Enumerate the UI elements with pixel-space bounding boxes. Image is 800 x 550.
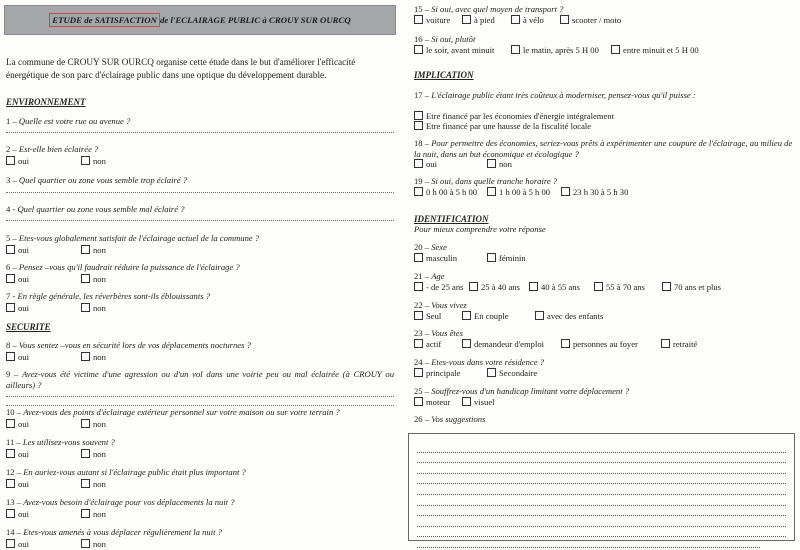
option-label: 70 ans et plus — [674, 281, 722, 292]
option-q13-oui[interactable] — [6, 509, 81, 519]
option-label: oui — [18, 418, 29, 429]
option-q20-masculin[interactable] — [414, 253, 487, 263]
q-text: Les utilisez-vous souvent ? — [22, 437, 115, 447]
option-q21-under-25[interactable] — [414, 282, 469, 292]
question-1 — [6, 116, 130, 127]
option-q12-non[interactable] — [81, 479, 106, 489]
suggestion-line[interactable] — [417, 453, 786, 464]
question-17 — [414, 90, 696, 101]
title-rest: de l'ECLAIRAGE PUBLIC à CROUY SUR OURCQ — [159, 15, 351, 25]
title-highlight: ETUDE de SATISFACTION — [49, 13, 160, 27]
option-label: voiture — [426, 14, 451, 25]
checkbox[interactable] — [561, 187, 570, 196]
option-q25-moteur[interactable] — [414, 397, 462, 407]
q-number: 24 – — [414, 357, 432, 367]
suggestion-line[interactable] — [417, 484, 786, 495]
checkbox[interactable] — [462, 311, 471, 320]
question-14 — [6, 527, 222, 538]
q-number: 16 – — [414, 34, 432, 44]
options-q24 — [414, 367, 537, 378]
option-q12-oui[interactable] — [6, 479, 81, 489]
question-4 — [6, 204, 185, 215]
checkbox[interactable] — [462, 15, 471, 24]
checkbox[interactable] — [511, 15, 520, 24]
q-number: 15 – — [414, 4, 432, 14]
q-number: 5 – — [6, 233, 19, 243]
option-label: féminin — [499, 252, 526, 263]
question-13 — [6, 497, 235, 508]
q-number: 11 – — [6, 437, 23, 447]
options-q20 — [414, 252, 526, 263]
question-11 — [6, 437, 115, 448]
option-q22-enfants[interactable] — [535, 311, 603, 321]
options-q15 — [414, 14, 621, 25]
option-label: moteur — [426, 396, 451, 407]
checkbox[interactable] — [462, 397, 471, 406]
checkbox[interactable] — [81, 156, 90, 165]
q-text: Est-elle bien éclairée ? — [18, 144, 99, 154]
q-text: Vous êtes — [431, 328, 463, 338]
q-text: Si oui, dans quelle tranche horaire ? — [431, 176, 558, 186]
option-q5-oui[interactable] — [6, 245, 81, 255]
option-q17-fiscalite[interactable] — [414, 120, 591, 131]
q-text: Si oui, plutôt — [431, 34, 476, 44]
question-20 — [414, 242, 447, 253]
question-23 — [414, 328, 463, 339]
options-q6 — [6, 273, 106, 284]
checkbox[interactable] — [469, 282, 478, 291]
suggestion-line[interactable] — [417, 506, 786, 517]
options-q22 — [414, 310, 603, 321]
q-number: 2 – — [6, 144, 19, 154]
options-q2 — [6, 155, 106, 166]
checkbox[interactable] — [81, 419, 90, 428]
q-text: L'éclairage public étant très coûteux à moderniser, pensez-vous qu'il puisse : — [431, 90, 696, 100]
q-number: 12 – — [6, 467, 24, 477]
checkbox[interactable] — [487, 368, 496, 377]
option-q6-non[interactable] — [81, 274, 106, 284]
options-q16 — [414, 44, 699, 55]
q-number: 6 – — [6, 262, 19, 272]
question-18 — [414, 138, 794, 159]
answer-line-q9-1[interactable] — [6, 396, 394, 397]
question-25 — [414, 386, 629, 397]
option-label: non — [93, 302, 106, 313]
checkbox[interactable] — [81, 539, 90, 548]
answer-line-q9-2[interactable] — [6, 405, 394, 406]
suggestion-line[interactable] — [417, 474, 786, 485]
checkbox[interactable] — [414, 187, 423, 196]
checkbox[interactable] — [81, 245, 90, 254]
q-text: Sexe — [431, 242, 447, 252]
option-label: non — [93, 508, 106, 519]
option-q2-non[interactable] — [81, 156, 106, 166]
option-label: non — [93, 351, 106, 362]
option-label: masculin — [426, 252, 458, 263]
checkbox[interactable] — [81, 449, 90, 458]
section-securite: SECURITE — [6, 322, 51, 332]
question-22 — [414, 300, 467, 311]
q-number: 13 – — [6, 497, 24, 507]
options-q7 — [6, 302, 106, 313]
option-label: oui — [426, 158, 437, 169]
question-15 — [414, 4, 563, 15]
option-label: - de 25 ans — [426, 281, 464, 292]
option-q24-principale[interactable] — [414, 368, 487, 378]
option-q15-scooter-moto[interactable] — [560, 15, 621, 25]
checkbox[interactable] — [6, 449, 15, 458]
option-q23-actif[interactable] — [414, 339, 462, 349]
suggestions-box[interactable] — [408, 433, 795, 541]
option-q20-feminin[interactable] — [487, 253, 526, 263]
checkbox[interactable] — [414, 15, 423, 24]
checkbox[interactable] — [6, 419, 15, 428]
q-number: 10 – — [6, 407, 24, 417]
checkbox[interactable] — [487, 187, 496, 196]
answer-line-q4[interactable] — [6, 220, 394, 221]
q-number: 21 – — [414, 271, 432, 281]
title-bar — [4, 5, 396, 35]
checkbox[interactable] — [414, 282, 423, 291]
checkbox[interactable] — [81, 509, 90, 518]
question-7 — [6, 291, 210, 302]
question-9 — [6, 369, 394, 390]
checkbox[interactable] — [6, 352, 15, 361]
checkbox[interactable] — [6, 539, 15, 548]
option-q15-a-pied[interactable] — [462, 15, 511, 25]
q-number: 17 – — [414, 90, 432, 100]
option-q18-non[interactable] — [487, 159, 512, 169]
option-q24-secondaire[interactable] — [487, 368, 537, 378]
suggestion-line[interactable] — [417, 537, 760, 548]
checkbox[interactable] — [414, 253, 423, 262]
q-text: Vous vivez — [431, 300, 467, 310]
identification-subtitle: Pour mieux comprendre votre réponse — [414, 224, 546, 234]
question-21 — [414, 271, 445, 282]
option-q19-1h-5h[interactable] — [487, 187, 561, 197]
option-label: 40 à 55 ans — [541, 281, 580, 292]
option-q14-oui[interactable] — [6, 539, 81, 549]
option-label: retraité — [673, 338, 698, 349]
question-8 — [6, 340, 251, 351]
option-q16-nuit[interactable] — [611, 45, 699, 55]
option-label: En couple — [474, 310, 509, 321]
checkbox[interactable] — [414, 45, 423, 54]
suggestion-line[interactable] — [417, 516, 786, 527]
answer-line-q1[interactable] — [6, 132, 394, 133]
q-number: 3 – — [6, 175, 19, 185]
option-label: oui — [18, 302, 29, 313]
question-26 — [414, 414, 485, 425]
q-number: 1 – — [6, 116, 19, 126]
section-identification: IDENTIFICATION — [414, 214, 489, 224]
checkbox[interactable] — [487, 253, 496, 262]
option-q21-25-40[interactable] — [469, 282, 529, 292]
q-number: 4 - — [6, 204, 18, 214]
option-label: oui — [18, 244, 29, 255]
option-q8-non[interactable] — [81, 352, 106, 362]
q-text: Age — [431, 271, 445, 281]
options-q13 — [6, 508, 106, 519]
checkbox[interactable] — [6, 245, 15, 254]
suggestion-line[interactable] — [417, 527, 786, 538]
options-q8 — [6, 351, 106, 362]
option-label: 23 h 30 à 5 h 30 — [573, 186, 629, 197]
answer-line-q3[interactable] — [6, 192, 394, 193]
q-number: 23 – — [414, 328, 432, 338]
question-19 — [414, 176, 557, 187]
option-q23-retraite[interactable] — [661, 339, 697, 349]
option-label: non — [93, 155, 106, 166]
option-label: personnes au foyer — [573, 338, 638, 349]
option-label: principale — [426, 367, 461, 378]
option-q25-visuel[interactable] — [462, 397, 495, 407]
option-label: non — [93, 478, 106, 489]
q-text: Vos suggestions — [431, 414, 486, 424]
option-q21-70-plus[interactable] — [662, 282, 721, 292]
checkbox[interactable] — [6, 479, 15, 488]
suggestion-line[interactable] — [417, 442, 786, 453]
checkbox[interactable] — [414, 159, 423, 168]
option-q19-0h-5h[interactable] — [414, 187, 487, 197]
option-q10-oui[interactable] — [6, 419, 81, 429]
checkbox[interactable] — [487, 159, 496, 168]
q-text: Quelle est votre rue ou avenue ? — [18, 116, 131, 126]
option-label: scooter / moto — [572, 14, 622, 25]
option-q7-non[interactable] — [81, 303, 106, 313]
option-label: 1 h 00 à 5 h 00 — [499, 186, 551, 197]
option-label: oui — [18, 351, 29, 362]
option-q18-oui[interactable] — [414, 159, 487, 169]
checkbox[interactable] — [81, 479, 90, 488]
checkbox[interactable] — [414, 311, 423, 320]
option-label: entre minuit et 5 H 00 — [623, 44, 699, 55]
option-label: actif — [426, 338, 442, 349]
q-text: Etes-vous dans votre résidence ? — [431, 357, 544, 367]
checkbox[interactable] — [611, 45, 620, 54]
options-q12 — [6, 478, 106, 489]
option-q2-oui[interactable] — [6, 156, 81, 166]
option-q15-voiture[interactable] — [414, 15, 462, 25]
checkbox[interactable] — [529, 282, 538, 291]
checkbox[interactable] — [6, 509, 15, 518]
option-label: à vélo — [523, 14, 544, 25]
option-label: avec des enfants — [547, 310, 604, 321]
option-q16-soir[interactable] — [414, 45, 511, 55]
q-number: 7 - — [6, 291, 18, 301]
option-label: non — [93, 538, 106, 549]
option-q15-a-velo[interactable] — [511, 15, 560, 25]
option-label: à pied — [474, 14, 495, 25]
q-number: 20 – — [414, 242, 432, 252]
q-text: Quel quartier ou zone vous semble trop éclairé ? — [18, 175, 188, 185]
q-number: 19 – — [414, 176, 432, 186]
option-label: non — [499, 158, 512, 169]
option-label: oui — [18, 155, 29, 166]
suggestion-line[interactable] — [417, 495, 786, 506]
q-text: Avez-vous des points d'éclairage extérieur personnel sur votre maison ou sur votre terrain ? — [23, 407, 340, 417]
q-text: Quel quartier ou zone vous semble mal éclairé ? — [17, 204, 185, 214]
option-q22-seul[interactable] — [414, 311, 462, 321]
option-label: 0 h 00 à 5 h 00 — [426, 186, 478, 197]
option-label: Secondaire — [499, 367, 538, 378]
option-q7-oui[interactable] — [6, 303, 81, 313]
options-q18 — [414, 158, 512, 169]
q-text: Avez-vous besoin d'éclairage pour vos déplacements la nuit ? — [23, 497, 235, 507]
q-text: Si oui, avec quel moyen de transport ? — [431, 4, 564, 14]
option-label: 25 à 40 ans — [481, 281, 520, 292]
option-label: oui — [18, 538, 29, 549]
option-label: Seul — [426, 310, 442, 321]
question-3 — [6, 175, 187, 186]
checkbox[interactable] — [511, 45, 520, 54]
option-label: non — [93, 273, 106, 284]
option-q21-40-55[interactable] — [529, 282, 594, 292]
question-24 — [414, 357, 544, 368]
option-q23-foyer[interactable] — [561, 339, 661, 349]
option-q5-non[interactable] — [81, 245, 106, 255]
question-2 — [6, 144, 98, 155]
option-label: oui — [18, 478, 29, 489]
question-12 — [6, 467, 246, 478]
checkbox[interactable] — [414, 397, 423, 406]
option-label: le soir, avant minuit — [426, 44, 495, 55]
suggestion-line[interactable] — [417, 463, 786, 474]
option-q6-oui[interactable] — [6, 274, 81, 284]
q-text: Vous sentez –vous en sécurité lors de vos déplacements nocturnes ? — [18, 340, 251, 350]
option-q11-oui[interactable] — [6, 449, 81, 459]
option-q8-oui[interactable] — [6, 352, 81, 362]
checkbox[interactable] — [6, 156, 15, 165]
q-text: Avez-vous été victime d'une agression ou d'un vol dans une voirie peu ou mal éclairée (à CROUY ou ailleurs) ? — [6, 369, 394, 390]
option-label: visuel — [474, 396, 495, 407]
q-text: Souffrez-vous d'un handicap limitant votre déplacement ? — [431, 386, 630, 396]
checkbox[interactable] — [414, 121, 423, 130]
checkbox[interactable] — [81, 352, 90, 361]
option-label: non — [93, 418, 106, 429]
checkbox[interactable] — [462, 339, 471, 348]
option-q21-55-70[interactable] — [594, 282, 662, 292]
option-q23-demandeur[interactable] — [462, 339, 561, 349]
checkbox[interactable] — [6, 303, 15, 312]
intro-text: La commune de CROUY SUR OURCQ organise cette étude dans le but d'améliorer l'efficacité énergétique de son parc d'éclairage public dans une optique du développement durable. — [6, 57, 356, 80]
q-number: 18 – — [414, 138, 432, 148]
question-6 — [6, 262, 240, 273]
option-q22-couple[interactable] — [462, 311, 535, 321]
q-text: En auriez-vous autant si l'éclairage public était plus important ? — [23, 467, 246, 477]
question-16 — [414, 34, 475, 45]
q-number: 8 – — [6, 340, 19, 350]
checkbox[interactable] — [81, 303, 90, 312]
option-q14-non[interactable] — [81, 539, 106, 549]
checkbox[interactable] — [535, 311, 544, 320]
option-label: non — [93, 448, 106, 459]
section-implication: IMPLICATION — [414, 70, 474, 80]
q-text: Etes-vous globalement satisfait de l'éclairage actuel de la commune ? — [18, 233, 260, 243]
option-q10-non[interactable] — [81, 419, 106, 429]
options-q11 — [6, 448, 106, 459]
option-label: oui — [18, 448, 29, 459]
q-text: En règle générale, les réverbères sont-ils éblouissants ? — [17, 291, 210, 301]
checkbox[interactable] — [661, 339, 670, 348]
option-label: oui — [18, 508, 29, 519]
options-q14 — [6, 538, 106, 549]
checkbox[interactable] — [414, 339, 423, 348]
option-q13-non[interactable] — [81, 509, 106, 519]
q-number: 14 – — [6, 527, 24, 537]
options-q5 — [6, 244, 106, 255]
options-q23 — [414, 338, 697, 349]
options-q25 — [414, 396, 495, 407]
q-text: Etes-vous amenés à vous déplacer régulièrement la nuit ? — [23, 527, 222, 537]
q-text: Pour permettre des économies, seriez-vous prêts à expérimenter une coupure de l'éclairage, au milieu de la nuit, dans un but économique et écologique ? — [414, 138, 793, 159]
checkbox[interactable] — [561, 339, 570, 348]
section-environnement: ENVIRONNEMENT — [6, 97, 86, 107]
option-label: demandeur d'emploi — [474, 338, 545, 349]
q-text: Pensez –vous qu'il faudrait réduire la puissance de l'éclairage ? — [18, 262, 240, 272]
option-q19-23h30-5h30[interactable] — [561, 187, 628, 197]
checkbox[interactable] — [6, 274, 15, 283]
checkbox[interactable] — [560, 15, 569, 24]
question-10 — [6, 407, 340, 418]
q-number: 22 – — [414, 300, 432, 310]
options-q21 — [414, 281, 721, 292]
checkbox[interactable] — [594, 282, 603, 291]
option-label: Etre financé par une hausse de la fiscalité locale — [426, 120, 592, 131]
option-label: le matin, après 5 H 00 — [523, 44, 599, 55]
option-label: Etre financé par les économies d'énergie intégralement — [426, 110, 614, 121]
checkbox[interactable] — [662, 282, 671, 291]
q-number: 25 – — [414, 386, 432, 396]
q-number: 26 – — [414, 414, 432, 424]
options-q10 — [6, 418, 106, 429]
option-label: 55 à 70 ans — [606, 281, 645, 292]
option-label: non — [93, 244, 106, 255]
option-q16-matin[interactable] — [511, 45, 611, 55]
option-label: oui — [18, 273, 29, 284]
checkbox[interactable] — [414, 368, 423, 377]
options-q19 — [414, 186, 628, 197]
question-5 — [6, 233, 259, 244]
checkbox[interactable] — [81, 274, 90, 283]
q-number: 9 – — [6, 369, 23, 379]
option-q11-non[interactable] — [81, 449, 106, 459]
checkbox[interactable] — [414, 111, 423, 120]
